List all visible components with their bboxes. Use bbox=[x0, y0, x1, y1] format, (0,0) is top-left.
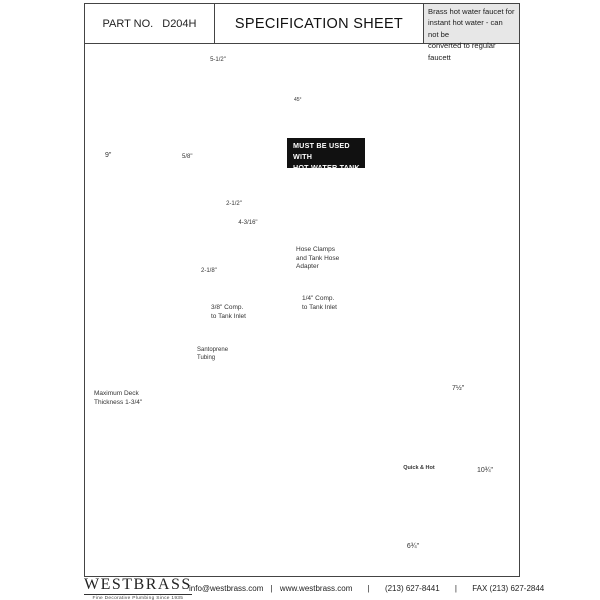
comp-14-label-line: to Tank Inlet bbox=[302, 303, 337, 311]
santoprene-label-line: Tubing bbox=[197, 354, 216, 361]
footer-separator: | bbox=[367, 584, 370, 593]
part-number: D204H bbox=[162, 17, 197, 30]
dim-column-diameter: 5/8" bbox=[182, 154, 193, 160]
dim-handle-height: 2-1/2" bbox=[221, 201, 247, 207]
dim-tank-height: 10¾" bbox=[472, 467, 498, 474]
comp-38-label-line: to Tank Inlet bbox=[211, 312, 246, 320]
tank-warning-box bbox=[287, 138, 365, 172]
brand-name: WESTBRASS bbox=[84, 576, 192, 593]
deck-thickness-label bbox=[94, 390, 142, 407]
comp-38-label bbox=[211, 304, 246, 321]
brand-tagline: Fine Decorative Plumbing Since 1935 bbox=[92, 596, 184, 600]
brand-logo bbox=[84, 577, 192, 600]
product-note-line: instant hot water - can not be bbox=[428, 18, 503, 39]
dim-base-diameter: 2-1/8" bbox=[201, 268, 217, 274]
product-note-line: Brass hot water faucet for bbox=[428, 7, 515, 16]
footer-email: info@westbrass.com bbox=[189, 584, 264, 593]
footer-website: www.westbrass.com bbox=[279, 584, 353, 593]
deck-thickness-label-line: Thickness 1-3/4" bbox=[94, 398, 143, 406]
hose-clamps-label-line: Adapter bbox=[296, 263, 319, 271]
dim-overall-height: 9" bbox=[105, 152, 112, 159]
tank-badge: Quick & Hot bbox=[403, 465, 435, 471]
dim-handle-overall: 4-3/16" bbox=[233, 220, 263, 226]
footer-fax: FAX (213) 627-2844 bbox=[472, 584, 545, 593]
tank-warning-line: HOT WATER TANK bbox=[293, 162, 360, 172]
dim-spout-reach: 5-1/2" bbox=[198, 57, 238, 63]
hose-clamps-label-line: and Tank Hose bbox=[296, 254, 340, 262]
deck-thickness-label-line: Maximum Deck bbox=[94, 390, 139, 397]
hose-clamps-label-line: Hose Clamps bbox=[296, 246, 336, 253]
santoprene-label-line: Santoprene bbox=[197, 347, 229, 353]
dim-spout-angle: 45° bbox=[294, 97, 302, 103]
content-border bbox=[84, 3, 520, 577]
comp-14-label-line: 1/4" Comp. bbox=[302, 295, 335, 302]
comp-38-label-line: 3/8" Comp. bbox=[211, 304, 244, 311]
part-label: PART NO. bbox=[102, 17, 154, 30]
part-number-cell bbox=[85, 4, 215, 43]
comp-14-label bbox=[302, 295, 337, 312]
footer-separator: | bbox=[270, 584, 273, 593]
hose-clamps-label bbox=[296, 246, 339, 272]
dim-tank-width: 6¾" bbox=[403, 543, 423, 550]
footer-contact bbox=[189, 584, 544, 593]
product-note bbox=[423, 4, 519, 62]
sheet-title: SPECIFICATION SHEET bbox=[234, 15, 404, 32]
product-note-line: converted to regular faucett bbox=[428, 41, 496, 62]
santoprene-label bbox=[197, 347, 228, 363]
footer-separator: | bbox=[454, 584, 457, 593]
dim-tank-depth: 7½" bbox=[452, 385, 465, 392]
tank-warning-line: MUST BE USED WITH bbox=[293, 141, 350, 161]
footer-phone: (213) 627-8441 bbox=[384, 584, 440, 593]
